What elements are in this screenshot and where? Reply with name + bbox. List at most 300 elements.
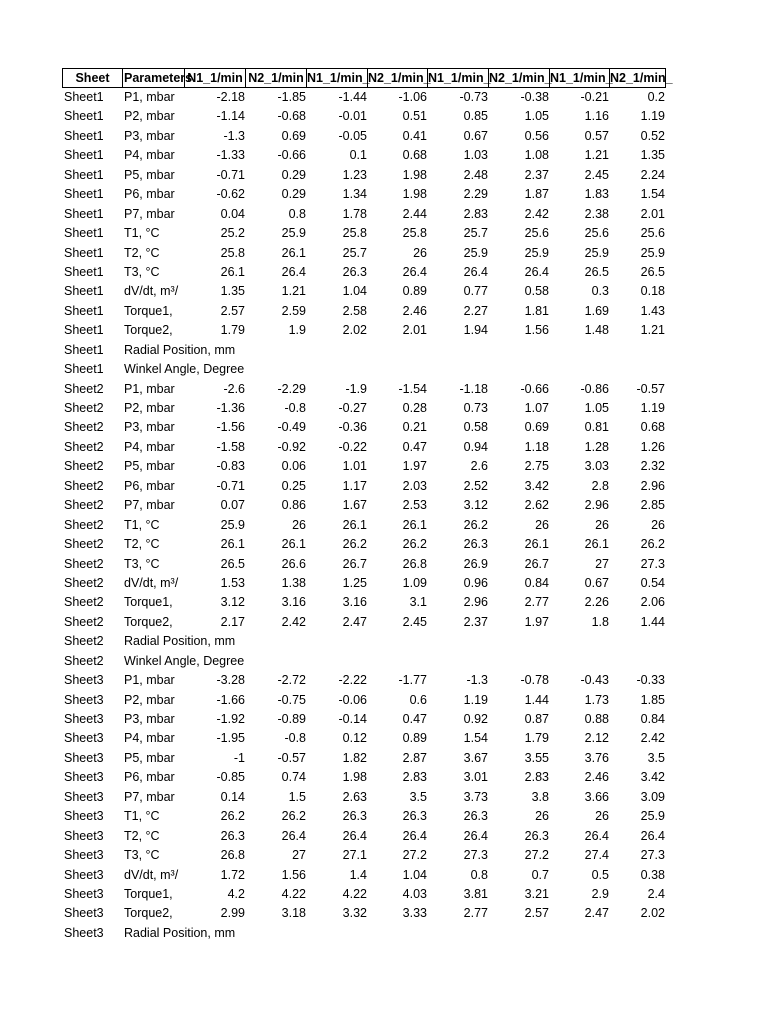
header-cell-n1-3: N1_1/min_: [428, 68, 489, 88]
value-cell: 1.98: [342, 770, 367, 785]
value-cell: 0.54: [640, 575, 665, 590]
value-cell: 1.87: [524, 187, 549, 202]
sheet-cell: Sheet1: [64, 90, 104, 104]
value-cell: [610, 924, 666, 943]
value-cell: 2.02: [640, 906, 665, 921]
value-cell: 2.53: [402, 498, 427, 513]
value-cell: -0.21: [580, 90, 609, 104]
parameter-cell: P4, mbar: [124, 148, 175, 163]
value-cell: 2.75: [524, 459, 549, 474]
sheet-cell: Sheet3: [64, 867, 104, 882]
value-cell: 0.56: [524, 128, 549, 143]
sheet-cell: Sheet1: [64, 128, 104, 143]
value-cell: 0.68: [640, 420, 665, 435]
value-cell: 27.3: [463, 848, 488, 863]
value-cell: 0.8: [288, 206, 306, 221]
sheet-cell: Sheet2: [64, 614, 104, 629]
value-cell: [368, 652, 428, 671]
value-cell: 2.96: [584, 498, 609, 513]
value-cell: 26.5: [220, 556, 245, 571]
value-cell: -2.72: [277, 673, 306, 688]
value-cell: 26.4: [402, 264, 427, 279]
value-cell: 26.1: [281, 245, 306, 260]
value-cell: 26: [413, 245, 427, 260]
value-cell: 26.3: [220, 828, 245, 843]
parameter-cell: P4, mbar: [124, 731, 175, 746]
value-cell: 26.4: [402, 828, 427, 843]
value-cell: 4.22: [342, 886, 367, 901]
parameter-cell: T1, °C: [124, 226, 160, 241]
value-cell: -1.3: [466, 673, 488, 688]
sheet-cell: Sheet1: [64, 109, 104, 124]
value-cell: 25.9: [584, 245, 609, 260]
value-cell: 25.6: [584, 226, 609, 241]
value-cell: [368, 360, 428, 379]
value-cell: 26.5: [584, 264, 609, 279]
value-cell: 1.05: [524, 109, 549, 124]
value-cell: -2.22: [338, 673, 367, 688]
value-cell: 3.32: [342, 906, 367, 921]
value-cell: -2.6: [223, 381, 245, 396]
value-cell: -1.85: [277, 90, 306, 104]
value-cell: -0.05: [338, 128, 367, 143]
value-cell: 0.68: [402, 148, 427, 163]
value-cell: 1.48: [584, 323, 609, 338]
value-cell: 26.4: [281, 264, 306, 279]
value-cell: -0.62: [216, 187, 245, 202]
value-cell: 1.9: [288, 323, 306, 338]
value-cell: 26: [595, 809, 609, 824]
value-cell: 2.42: [524, 206, 549, 221]
value-cell: 25.9: [463, 245, 488, 260]
value-cell: 2.9: [591, 886, 609, 901]
value-cell: 25.8: [220, 245, 245, 260]
sheet-cell: Sheet1: [64, 148, 104, 163]
value-cell: 0.29: [281, 167, 306, 182]
value-cell: 0.94: [463, 439, 488, 454]
value-cell: 26.4: [281, 828, 306, 843]
value-cell: [246, 924, 307, 943]
value-cell: 3.73: [463, 789, 488, 804]
value-cell: [489, 360, 550, 379]
value-cell: -1.36: [216, 401, 245, 415]
value-cell: [185, 341, 246, 360]
value-cell: 0.47: [402, 712, 427, 726]
value-cell: 26.4: [584, 828, 609, 843]
value-cell: [368, 632, 428, 651]
value-cell: 0.04: [220, 206, 245, 221]
value-cell: 1.01: [342, 459, 367, 474]
parameter-cell: Torque2,: [124, 906, 173, 921]
parameter-cell: T2, °C: [124, 245, 160, 260]
sheet-cell: Sheet3: [64, 925, 104, 940]
value-cell: [550, 341, 610, 360]
parameter-cell: P7, mbar: [124, 789, 175, 804]
parameter-cell: Radial Position, mm: [124, 925, 236, 940]
value-cell: 3.81: [463, 886, 488, 901]
parameter-cell: Torque1,: [124, 595, 173, 610]
value-cell: [550, 632, 610, 651]
parameter-cell: P7, mbar: [124, 206, 175, 221]
value-cell: 1.85: [640, 692, 665, 707]
value-cell: 2.47: [342, 614, 367, 629]
parameter-cell: Torque2,: [124, 323, 173, 338]
parameter-cell: P3, mbar: [124, 420, 175, 435]
sheet-cell: Sheet2: [64, 381, 104, 396]
value-cell: 0.58: [524, 284, 549, 299]
sheet-cell: Sheet3: [64, 692, 104, 707]
parameter-cell: dV/dt, m³/: [124, 867, 179, 882]
value-cell: 2.29: [463, 187, 488, 202]
value-cell: [489, 652, 550, 671]
value-cell: 2.63: [342, 789, 367, 804]
value-cell: 3.67: [463, 750, 488, 765]
value-cell: 0.41: [402, 128, 427, 143]
parameter-cell: Winkel Angle, Degree: [124, 362, 245, 377]
parameter-cell: P3, mbar: [124, 712, 175, 726]
value-cell: 3.12: [220, 595, 245, 610]
value-cell: 26.1: [402, 517, 427, 532]
value-cell: -0.27: [338, 401, 367, 415]
parameter-cell: P5, mbar: [124, 459, 175, 474]
value-cell: -0.33: [636, 673, 665, 688]
value-cell: 2.96: [640, 478, 665, 493]
value-cell: 26.4: [342, 828, 367, 843]
value-cell: 25.2: [220, 226, 245, 241]
value-cell: 3.21: [524, 886, 549, 901]
sheet-cell: Sheet3: [64, 712, 104, 726]
sheet-cell: Sheet2: [64, 517, 104, 532]
value-cell: 0.21: [402, 420, 427, 435]
value-cell: 2.46: [402, 303, 427, 318]
sheet-cell: Sheet1: [64, 187, 104, 202]
value-cell: -0.49: [277, 420, 306, 435]
value-cell: 26.1: [584, 537, 609, 552]
value-cell: 1.54: [463, 731, 488, 746]
sheet-cell: Sheet1: [64, 303, 104, 318]
value-cell: 26.4: [463, 828, 488, 843]
value-cell: 25.9: [220, 517, 245, 532]
value-cell: 26.3: [463, 809, 488, 824]
parameter-cell: T3, °C: [124, 848, 160, 863]
value-cell: -0.89: [277, 712, 306, 726]
value-cell: -0.66: [277, 148, 306, 163]
value-cell: -1.33: [216, 148, 245, 163]
value-cell: 26.8: [402, 556, 427, 571]
value-cell: [246, 360, 307, 379]
value-cell: 25.8: [402, 226, 427, 241]
parameter-cell: P5, mbar: [124, 167, 175, 182]
value-cell: 0.12: [342, 731, 367, 746]
value-cell: 0.87: [524, 712, 549, 726]
sheet-cell: Sheet2: [64, 575, 104, 590]
parameter-cell: P3, mbar: [124, 128, 175, 143]
value-cell: [185, 360, 246, 379]
sheet-cell: Sheet1: [64, 362, 104, 377]
value-cell: [610, 632, 666, 651]
value-cell: 26: [535, 517, 549, 532]
value-cell: 4.2: [227, 886, 245, 901]
value-cell: 27.2: [402, 848, 427, 863]
value-cell: -2.29: [277, 381, 306, 396]
value-cell: 1.82: [342, 750, 367, 765]
value-cell: 26.2: [640, 537, 665, 552]
value-cell: 2.77: [463, 906, 488, 921]
value-cell: [307, 341, 368, 360]
value-cell: 3.03: [584, 459, 609, 474]
sheet-cell: Sheet2: [64, 459, 104, 474]
value-cell: 0.84: [640, 712, 665, 726]
value-cell: 26.3: [342, 809, 367, 824]
value-cell: [428, 341, 489, 360]
value-cell: 2.6: [470, 459, 488, 474]
value-cell: -0.8: [284, 731, 306, 746]
value-cell: 1.54: [640, 187, 665, 202]
value-cell: 0.5: [591, 867, 609, 882]
value-cell: [246, 341, 307, 360]
value-cell: -0.8: [284, 401, 306, 415]
value-cell: 3.66: [584, 789, 609, 804]
header-cell-sheet: Sheet: [62, 68, 123, 88]
value-cell: 25.9: [524, 245, 549, 260]
value-cell: 1.09: [402, 575, 427, 590]
value-cell: 0.7: [531, 867, 549, 882]
value-cell: 2.59: [281, 303, 306, 318]
value-cell: [610, 341, 666, 360]
value-cell: -1.77: [398, 673, 427, 688]
parameter-cell: T3, °C: [124, 264, 160, 279]
value-cell: 0.07: [220, 498, 245, 513]
value-cell: 4.22: [281, 886, 306, 901]
sheet-cell: Sheet2: [64, 595, 104, 610]
value-cell: 1.21: [640, 323, 665, 338]
value-cell: 2.01: [402, 323, 427, 338]
value-cell: -0.14: [338, 712, 367, 726]
value-cell: 25.7: [342, 245, 367, 260]
parameter-cell: P2, mbar: [124, 692, 175, 707]
value-cell: 25.9: [281, 226, 306, 241]
value-cell: 1.43: [640, 303, 665, 318]
value-cell: 26.3: [463, 537, 488, 552]
value-cell: -0.38: [520, 90, 549, 104]
value-cell: -0.57: [277, 750, 306, 765]
value-cell: 2.57: [220, 303, 245, 318]
value-cell: 2.48: [463, 167, 488, 182]
value-cell: 2.87: [402, 750, 427, 765]
parameter-cell: T2, °C: [124, 537, 160, 552]
value-cell: [610, 360, 666, 379]
value-cell: 2.46: [584, 770, 609, 785]
value-cell: 3.42: [640, 770, 665, 785]
sheet-cell: Sheet3: [64, 789, 104, 804]
value-cell: -1.18: [459, 381, 488, 396]
value-cell: 1.97: [524, 614, 549, 629]
value-cell: 26: [535, 809, 549, 824]
value-cell: 1.79: [220, 323, 245, 338]
value-cell: 0.69: [281, 128, 306, 143]
sheet-cell: Sheet2: [64, 556, 104, 571]
value-cell: 26.3: [524, 828, 549, 843]
value-cell: 2.83: [402, 770, 427, 785]
value-cell: 26.3: [402, 809, 427, 824]
value-cell: 25.7: [463, 226, 488, 241]
value-cell: 2.17: [220, 614, 245, 629]
value-cell: [307, 632, 368, 651]
value-cell: 3.42: [524, 478, 549, 493]
value-cell: 0.69: [524, 420, 549, 435]
value-cell: 2.83: [463, 206, 488, 221]
value-cell: 1.21: [281, 284, 306, 299]
value-cell: 1.04: [342, 284, 367, 299]
value-cell: 1.78: [342, 206, 367, 221]
value-cell: 1.03: [463, 148, 488, 163]
value-cell: -1.66: [216, 692, 245, 707]
value-cell: 1.98: [402, 187, 427, 202]
value-cell: 2.24: [640, 167, 665, 182]
value-cell: -1.95: [216, 731, 245, 746]
value-cell: 2.44: [402, 206, 427, 221]
parameter-cell: Radial Position, mm: [124, 634, 236, 649]
value-cell: 2.37: [524, 167, 549, 182]
value-cell: 0.86: [281, 498, 306, 513]
value-cell: 0.52: [640, 128, 665, 143]
value-cell: [428, 652, 489, 671]
value-cell: 3.5: [647, 750, 665, 765]
value-cell: [185, 652, 246, 671]
parameter-cell: P7, mbar: [124, 498, 175, 513]
value-cell: 3.01: [463, 770, 488, 785]
value-cell: 2.26: [584, 595, 609, 610]
value-cell: [428, 924, 489, 943]
value-cell: 0.38: [640, 867, 665, 882]
parameter-cell: P2, mbar: [124, 401, 175, 415]
sheet-cell: Sheet2: [64, 498, 104, 513]
value-cell: 2.47: [584, 906, 609, 921]
value-cell: [428, 360, 489, 379]
value-cell: 1.35: [640, 148, 665, 163]
value-cell: 2.96: [463, 595, 488, 610]
value-cell: 27: [292, 848, 306, 863]
sheet-cell: Sheet2: [64, 401, 104, 415]
value-cell: -1: [233, 750, 245, 765]
value-cell: 26.1: [524, 537, 549, 552]
sheet-cell: Sheet3: [64, 828, 104, 843]
value-cell: 0.51: [402, 109, 427, 124]
value-cell: 1.21: [584, 148, 609, 163]
value-cell: 25.6: [640, 226, 665, 241]
value-cell: 1.19: [463, 692, 488, 707]
value-cell: 0.88: [584, 712, 609, 726]
parameter-cell: Torque1,: [124, 303, 173, 318]
value-cell: -1.9: [345, 381, 367, 396]
value-cell: 26.1: [220, 264, 245, 279]
value-cell: 0.06: [281, 459, 306, 474]
value-cell: 3.33: [402, 906, 427, 921]
value-cell: 26.2: [281, 809, 306, 824]
value-cell: 0.85: [463, 109, 488, 124]
value-cell: 1.79: [524, 731, 549, 746]
sheet-cell: Sheet3: [64, 673, 104, 688]
value-cell: -0.01: [338, 109, 367, 124]
value-cell: 0.58: [463, 420, 488, 435]
value-cell: 0.3: [591, 284, 609, 299]
value-cell: [185, 632, 246, 651]
parameter-cell: Torque2,: [124, 614, 173, 629]
sheet-cell: Sheet1: [64, 206, 104, 221]
sheet-cell: Sheet2: [64, 634, 104, 649]
header-cell-n1-2: N1_1/min_: [307, 68, 368, 88]
value-cell: 1.81: [524, 303, 549, 318]
value-cell: 1.38: [281, 575, 306, 590]
value-cell: 27.3: [640, 848, 665, 863]
value-cell: 1.28: [584, 439, 609, 454]
value-cell: 1.72: [220, 867, 245, 882]
value-cell: 0.29: [281, 187, 306, 202]
value-cell: [307, 652, 368, 671]
value-cell: 1.25: [342, 575, 367, 590]
value-cell: 27.4: [584, 848, 609, 863]
value-cell: 1.07: [524, 401, 549, 415]
value-cell: [489, 632, 550, 651]
value-cell: [307, 360, 368, 379]
value-cell: 26.1: [281, 537, 306, 552]
value-cell: 26.8: [220, 848, 245, 863]
parameter-cell: T2, °C: [124, 828, 160, 843]
value-cell: 1.26: [640, 439, 665, 454]
value-cell: 25.8: [342, 226, 367, 241]
value-cell: [185, 924, 246, 943]
sheet-cell: Sheet1: [64, 284, 104, 299]
sheet-cell: Sheet3: [64, 906, 104, 921]
value-cell: 0.92: [463, 712, 488, 726]
value-cell: 1.23: [342, 167, 367, 182]
value-cell: 3.18: [281, 906, 306, 921]
value-cell: 1.4: [349, 867, 367, 882]
value-cell: 2.12: [584, 731, 609, 746]
sheet-cell: Sheet1: [64, 264, 104, 279]
value-cell: 2.4: [647, 886, 665, 901]
value-cell: 3.1: [409, 595, 427, 610]
value-cell: 0.74: [281, 770, 306, 785]
sheet-cell: Sheet3: [64, 731, 104, 746]
value-cell: 2.8: [591, 478, 609, 493]
value-cell: 2.62: [524, 498, 549, 513]
value-cell: 0.96: [463, 575, 488, 590]
sheet-cell: Sheet2: [64, 478, 104, 493]
value-cell: 2.85: [640, 498, 665, 513]
value-cell: -3.28: [216, 673, 245, 688]
value-cell: 0.8: [470, 867, 488, 882]
sheet-cell: Sheet3: [64, 886, 104, 901]
parameter-cell: dV/dt, m³/: [124, 575, 179, 590]
value-cell: 1.98: [402, 167, 427, 182]
value-cell: -0.73: [459, 90, 488, 104]
value-cell: 1.5: [288, 789, 306, 804]
value-cell: 26.7: [524, 556, 549, 571]
value-cell: 2.99: [220, 906, 245, 921]
value-cell: 25.9: [640, 245, 665, 260]
value-cell: -1.56: [216, 420, 245, 435]
parameter-cell: P1, mbar: [124, 673, 175, 688]
value-cell: -1.58: [216, 439, 245, 454]
value-cell: 26.4: [640, 828, 665, 843]
value-cell: -0.71: [216, 167, 245, 182]
sheet-cell: Sheet2: [64, 420, 104, 435]
value-cell: 1.73: [584, 692, 609, 707]
value-cell: [368, 924, 428, 943]
value-cell: 0.18: [640, 284, 665, 299]
value-cell: 1.34: [342, 187, 367, 202]
